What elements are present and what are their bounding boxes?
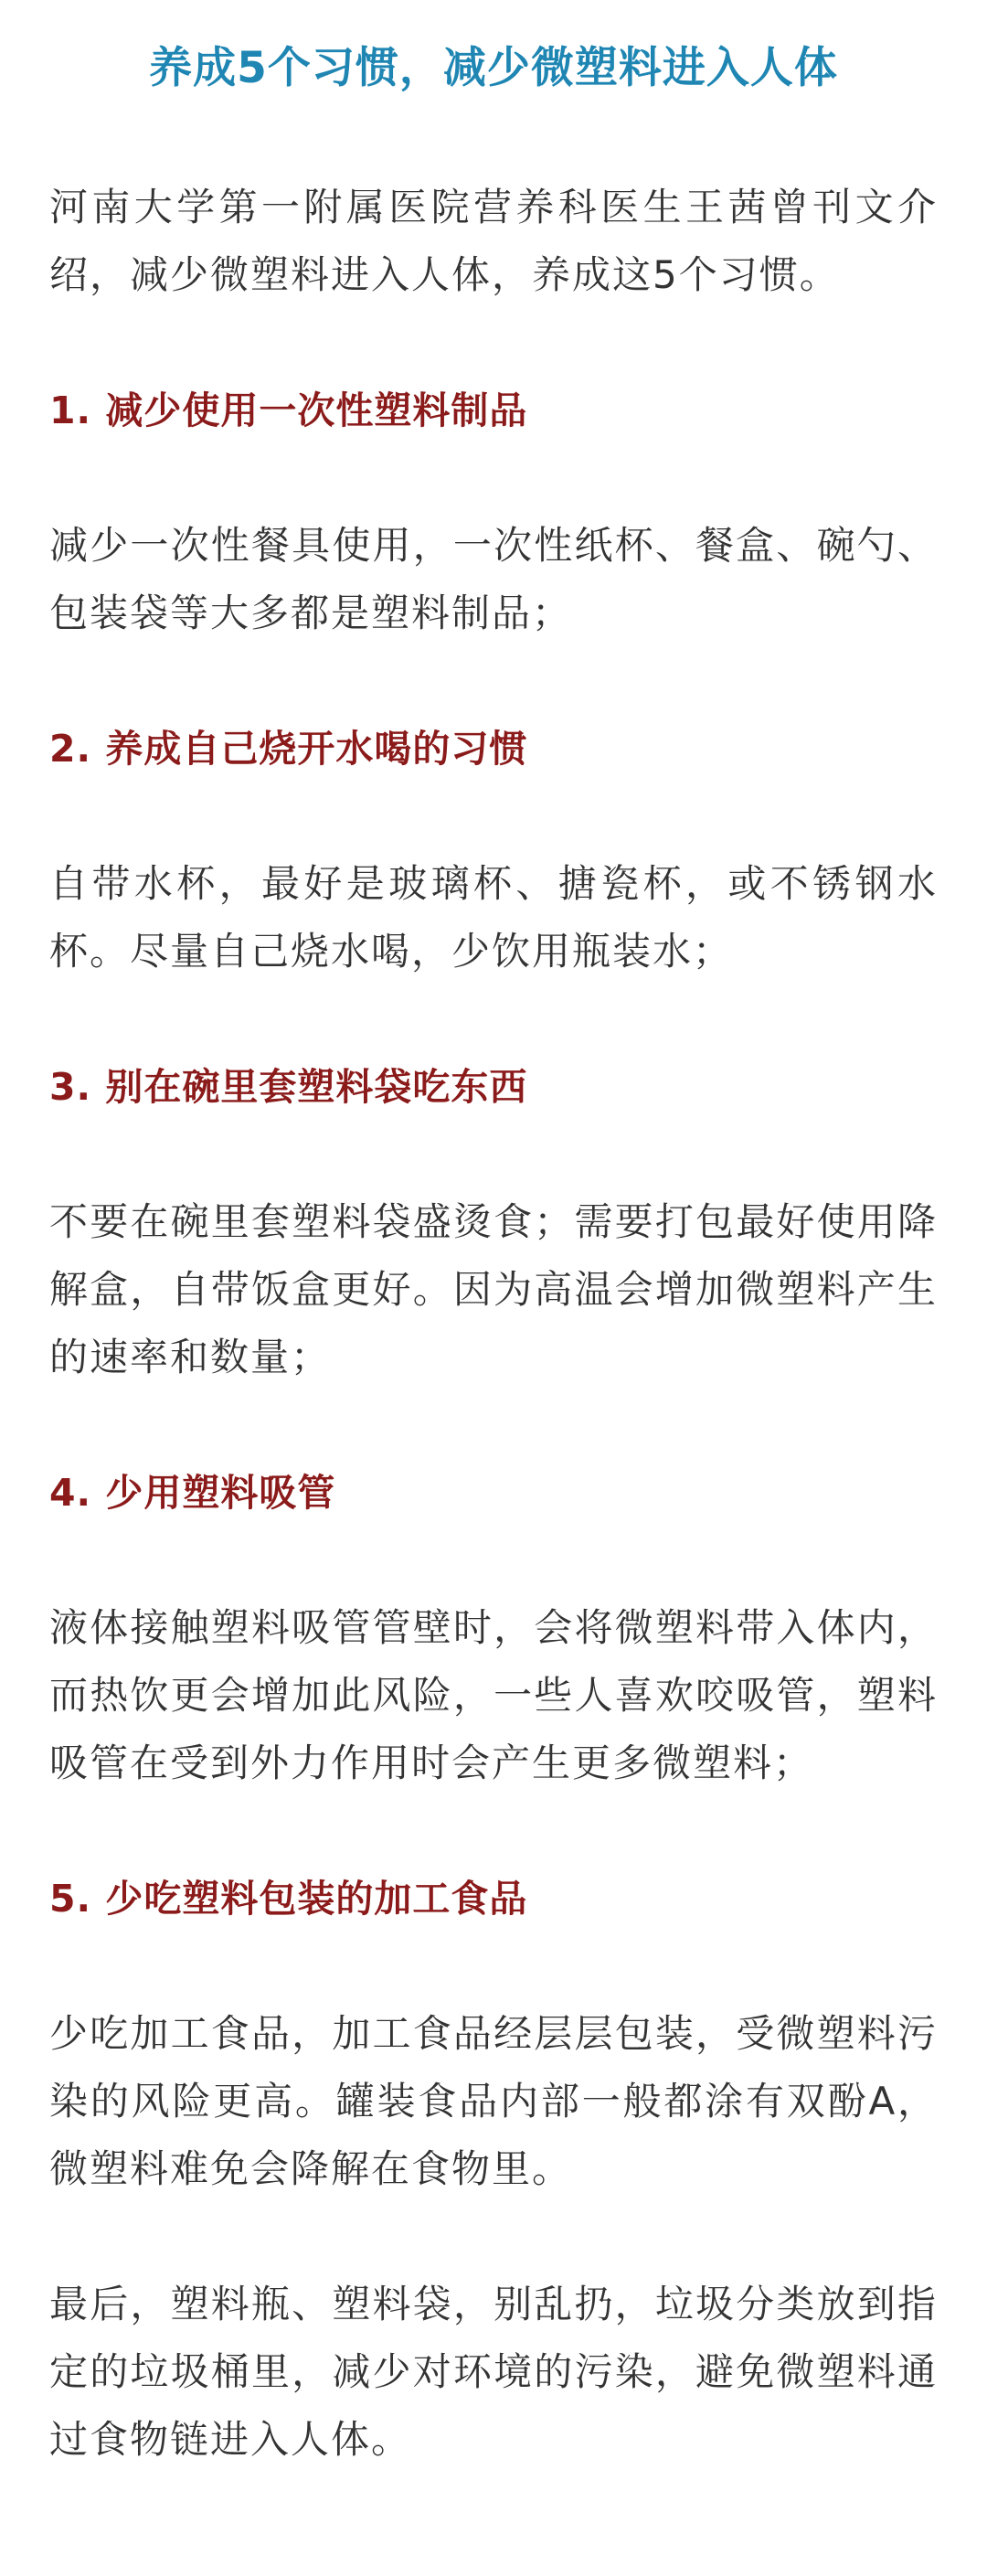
section-heading-1: 1. 减少使用一次性塑料制品 (49, 389, 528, 432)
intro-paragraph: 河南大学第一附属医院营养科医生王茜曾刊文介绍，减少微塑料进入人体，养成这5个习惯。 (49, 185, 938, 297)
spacer (49, 309, 938, 377)
article-title: 养成5个习惯，减少微塑料进入人体 (149, 43, 838, 93)
section-heading-3: 3. 别在碗里套塑料袋吃东西 (49, 1065, 528, 1109)
section-body-5: 少吃加工食品，加工食品经层层包装，受微塑料污染的风险更高。罐装食品内部一般都涂有双酚A，微塑料难免会降解在食物里。 (49, 2011, 938, 2191)
spacer (49, 985, 938, 1053)
section-body-3: 不要在碗里套塑料袋盛烫食；需要打包最好使用降解盒，自带饭盒更好。因为高温会增加微塑料产生的速率和数量； (49, 1199, 938, 1379)
spacer (49, 782, 938, 850)
spacer (49, 444, 938, 512)
spacer (49, 1797, 938, 1865)
conclusion-paragraph: 最后，塑料瓶、塑料袋，别乱扔，垃圾分类放到指定的垃圾桶里，减少对环境的污染，避免微塑料通过食物链进入人体。 (49, 2282, 938, 2462)
section-body-2: 自带水杯，最好是玻璃杯、搪瓷杯，或不锈钢水杯。尽量自己烧水喝，少饮用瓶装水； (49, 861, 938, 974)
article (49, 0, 938, 2474)
section-heading-5: 5. 少吃塑料包装的加工食品 (49, 1877, 528, 1921)
section-heading-4: 4. 少用塑料吸管 (49, 1471, 336, 1515)
section-body-1: 减少一次性餐具使用，一次性纸杯、餐盒、碗勺、包装袋等大多都是塑料制品； (49, 523, 938, 635)
spacer (49, 1932, 938, 2000)
spacer (49, 1391, 938, 1459)
spacer (49, 1527, 938, 1594)
spacer (49, 647, 938, 715)
section-heading-2: 2. 养成自己烧开水喝的习惯 (49, 727, 528, 771)
spacer (49, 1121, 938, 1188)
spacer (49, 102, 938, 174)
section-body-4: 液体接触塑料吸管管壁时，会将微塑料带入体内，而热饮更会增加此风险，一些人喜欢咬吸管，塑料吸管在受到外力作用时会产生更多微塑料； (49, 1605, 938, 1785)
spacer (49, 2203, 938, 2271)
